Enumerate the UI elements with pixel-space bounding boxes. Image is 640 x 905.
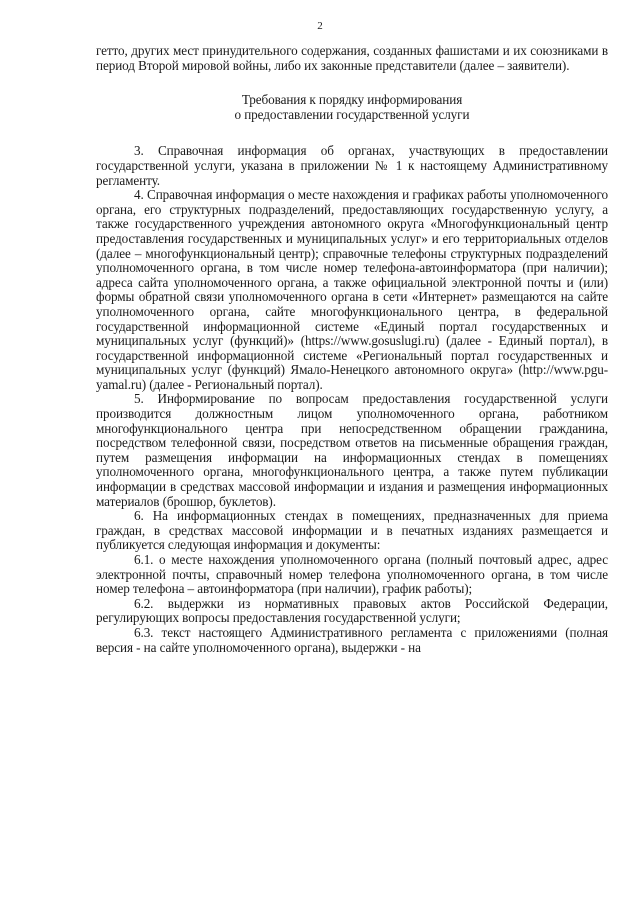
- section-heading-line-1: Требования к порядку информирования: [241, 92, 463, 108]
- paragraph-6-1: 6.1. о месте нахождения уполномоченного органа (полный почтовый адрес, адрес электронной почты, справочный номер телефона уполномоченного органа, в том числе номер телефона – автоинформатора (при наличии), график работы);: [96, 552, 608, 597]
- paragraph-5: 5. Информирование по вопросам предоставления государственной услуги производится должностным лицом уполномоченного органа, работником многофункционального центра при непосредственном обращении гражданина, посредством телефонной связи, посредством ответов на письменные обращения граждан, путем размещения информации на информационных стендах в помещениях уполномоченного органа, многофункционального центра, а также путем публикации информации в средствах массовой информации и издания и размещения информационных материалов (брошюр, буклетов).: [96, 391, 608, 509]
- paragraph-6-3: 6.3. текст настоящего Административного регламента с приложениями (полная версия - на сайте уполномоченного органа), выдержки - на: [96, 624, 608, 655]
- page-number: 2: [317, 20, 323, 32]
- paragraph-3: 3. Справочная информация об органах, участвующих в предоставлении государственной услуги, указана в приложении № 1 к настоящему Административному регламенту.: [96, 143, 608, 188]
- paragraph-4: 4. Справочная информация о месте нахождения и графиках работы уполномоченного органа, его структурных подразделений, предоставляющих государственную услугу, а также государственного учреждения автономного округа «Многофункциональный центр предоставления государственных и муниципальных услуг» и его территориальных отделов (далее – многофункциональный центр); справочные телефоны структурных подразделений уполномоченного органа, в том числе номер телефона-автоинформатора (при наличии); адреса сайта уполномоченного органа, а также официальной электронной почты и (или) формы обратной связи уполномоченного органа в сети «Интернет» размещаются на сайте уполномоченного органа, сайте многофункционального центра, в федеральной государственной информационной системе «Единый портал государственных и муниципальных услуг (функций)» (https://www.gosuslugi.ru) (далее - Единый портал), в государственной информационной системе «Региональный портал государственных и муниципальных услуг (функций) Ямало-Ненецкого автономного округа» (http://www.pgu-yamal.ru) (далее - Региональный портал).: [96, 187, 608, 392]
- section-heading-line-2: о предоставлении государственной услуги: [234, 106, 470, 122]
- paragraph-6-2: 6.2. выдержки из нормативных правовых актов Российской Федерации, регулирующих вопросы предоставления государственной услуги;: [96, 595, 608, 626]
- paragraph-6: 6. На информационных стендах в помещениях, предназначенных для приема граждан, в средствах массовой информации и в печатных изданиях размещается и публикуется следующая информация и документы:: [96, 508, 608, 553]
- intro-paragraph: гетто, других мест принудительного содержания, созданных фашистами и их союзниками в период Второй мировой войны, либо их законные представители (далее – заявители).: [96, 43, 608, 73]
- section-heading: [96, 93, 608, 122]
- document-body: [96, 44, 608, 655]
